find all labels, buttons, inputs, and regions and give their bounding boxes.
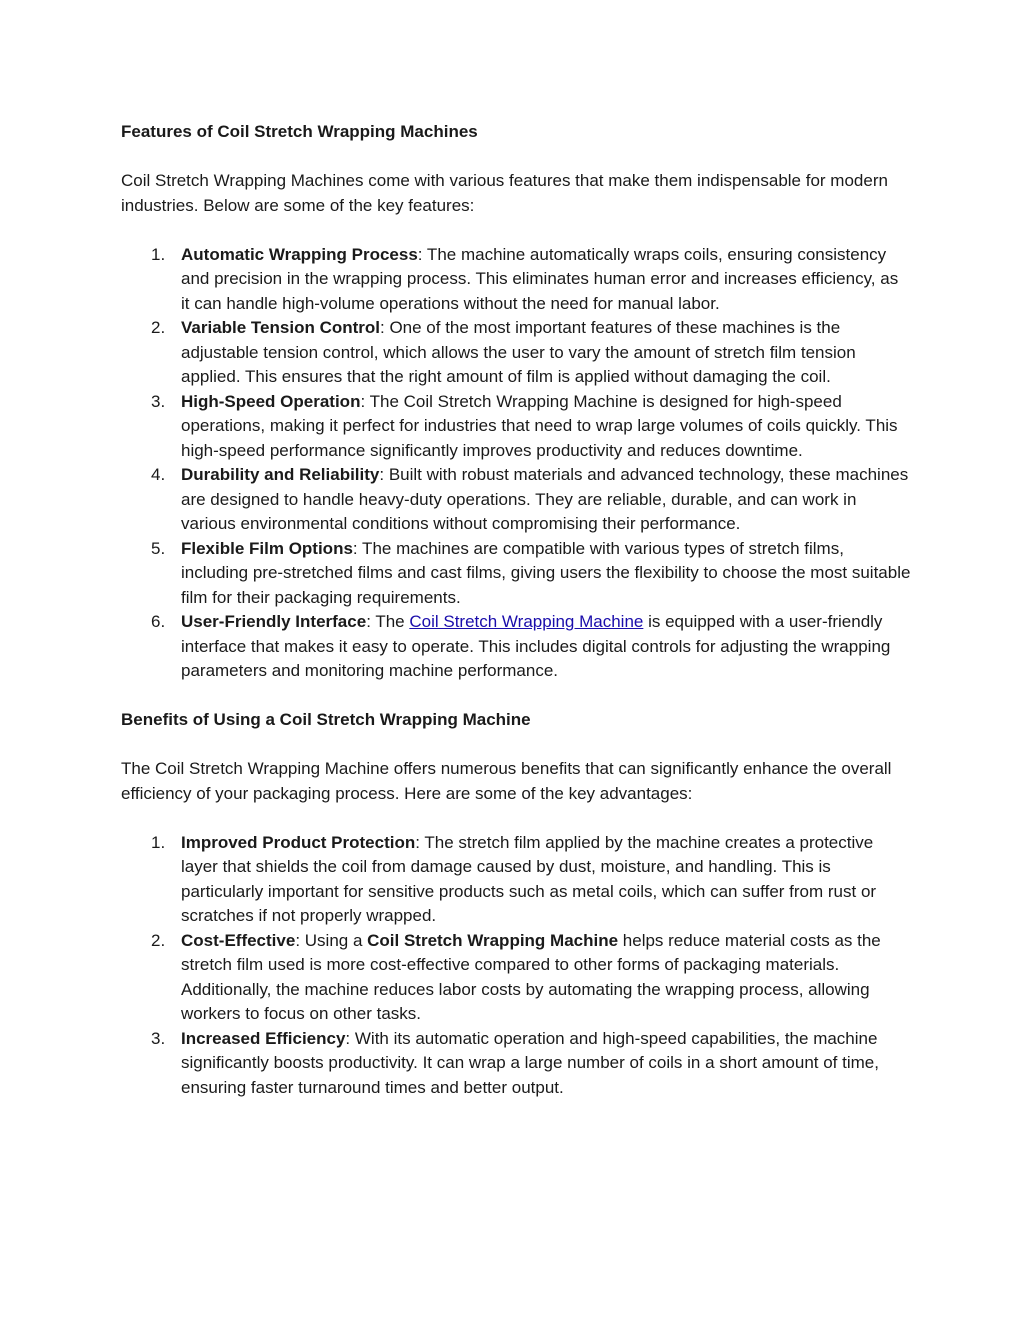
list-item [121,316,911,390]
benefit-term: Improved Product Protection [181,832,416,852]
feature-term: Durability and Reliability [181,465,380,484]
benefit-text: : Using a [295,930,368,950]
feature-text: : The [366,612,410,631]
list-item [121,243,911,317]
feature-text: : Built with robust materials and advanced technology, these machines are designed to handle heavy-duty operations. They are reliable, durable, and can work in various environmental conditions without compromising their performance. [181,465,909,533]
list-item [121,929,911,1027]
list-number: 3. [151,391,166,411]
benefit-term: Increased Efficiency [181,1028,346,1048]
feature-text: : One of the most important features of these machines is the adjustable tension control, which allows the user to vary the amount of stretch film tension applied. This ensures that the right amount of film is applied without damaging the coil. [181,318,856,386]
section-spacer [121,684,911,709]
benefits-list [121,831,911,1101]
feature-term: Automatic Wrapping Process [181,244,418,264]
coil-stretch-wrapping-machine-link[interactable]: Coil Stretch Wrapping Machine [409,612,644,631]
benefit-term: Cost-Effective [181,930,296,950]
list-number: 5. [151,538,166,558]
list-number: 1. [151,832,166,852]
feature-term: High-Speed Operation [181,391,361,411]
list-item [121,390,911,464]
list-item [121,610,911,684]
list-number: 6. [151,612,166,631]
list-number: 2. [151,318,166,337]
list-item [121,537,911,611]
feature-text: : The machine automatically wraps coils, ensuring consistency and precision in the wrapping process. This eliminates human error and increases efficiency, as it can handle high-volume operations without the need for manual labor. [181,244,899,313]
benefits-intro: The Coil Stretch Wrapping Machine offers numerous benefits that can significantly enhance the overall efficiency of your packaging process. Here are some of the key advantages: [121,759,892,803]
list-item [121,463,911,537]
features-list [121,243,911,684]
feature-text: is equipped with a user-friendly interface that makes it easy to operate. This includes digital controls for adjusting the wrapping parameters and monitoring machine performance. [181,612,891,680]
list-item [121,831,911,929]
feature-term: User-Friendly Interface [181,612,367,631]
feature-term: Flexible Film Options [181,538,353,558]
features-heading: Features of Coil Stretch Wrapping Machines [121,122,478,141]
feature-text: : The machines are compatible with various types of stretch films, including pre-stretched films and cast films, giving users the flexibility to choose the most suitable film for their packaging requirements. [181,538,911,607]
document-page [121,120,911,1100]
feature-text: : The Coil Stretch Wrapping Machine is designed for high-speed operations, making it perfect for industries that need to wrap large volumes of coils quickly. This high-speed performance significantly improves productivity and reduces downtime. [181,391,898,460]
feature-term: Variable Tension Control [181,318,380,337]
list-item [121,1027,911,1101]
list-number: 2. [151,930,166,950]
list-number: 3. [151,1028,166,1048]
benefit-text: : The stretch film applied by the machine creates a protective layer that shields the coil from damage caused by dust, moisture, and handling. This is particularly important for sensitive products such as metal coils, which can suffer from rust or scratches if not properly wrapped. [181,832,877,925]
benefits-heading: Benefits of Using a Coil Stretch Wrapping Machine [121,710,531,729]
list-number: 4. [151,465,166,484]
benefit-emphasis: Coil Stretch Wrapping Machine [367,930,619,950]
benefit-text: helps reduce material costs as the stretch film used is more cost-effective compared to other forms of packaging materials. Additionally, the machine reduces labor costs by automating the wrapping process, allowing workers to focus on other tasks. [181,930,881,1023]
features-intro: Coil Stretch Wrapping Machines come with various features that make them indispensable for modern industries. Below are some of the key features: [121,171,888,215]
list-number: 1. [151,244,166,264]
benefit-text: : With its automatic operation and high-speed capabilities, the machine significantly boosts productivity. It can wrap a large number of coils in a short amount of time, ensuring faster turnaround times and better output. [181,1028,879,1097]
